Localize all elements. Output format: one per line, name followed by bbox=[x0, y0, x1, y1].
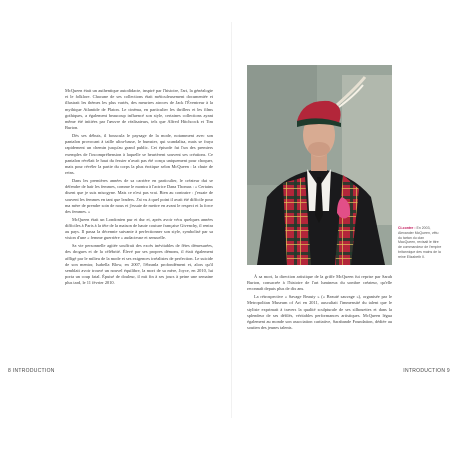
left-page bbox=[10, 18, 232, 438]
portrait-photo bbox=[247, 65, 392, 265]
right-body-text bbox=[247, 274, 392, 333]
page-number-right: INTRODUCTION 9 bbox=[403, 368, 450, 374]
page-number-left: 8 INTRODUCTION bbox=[8, 368, 55, 374]
paragraph: Dans les premières années de sa carrière en particulier, le créateur dut se défendre de haïr les femmes, comme le montra à l'actrice Dana Thomas : « Certains disent que je suis misogyne. Mais ce n'est pas vrai. Bien au contraire : j'essaie de souvent les femmes en tant que leaders. J'ai vu à quel point il avait été difficile pour ma mère de prendre soin de nous et j'essaie de mettre en avant le respect et la force des femmes. » bbox=[65, 178, 213, 215]
caption-text: En 2003, Alexander McQueen, vêtu du tartan du clan MacQueen, revisait le titre de commandeur de l'empire britannique des mains de la reine Elizabeth II. bbox=[398, 226, 442, 259]
right-page bbox=[232, 18, 446, 438]
paragraph: À sa mort, la direction artistique de la griffe McQueen fut reprise par Sarah Burton, consacrée à l'histoire de l'art lumineux du sombre créateur, qu'elle reconnaît depuis plus de dix ans. bbox=[247, 274, 392, 292]
caption-lead: Ci-contre : bbox=[398, 226, 416, 230]
photo-caption bbox=[398, 226, 442, 260]
left-body-text bbox=[65, 88, 213, 288]
paragraph: Sa vie personnelle agitée souffrait des excès inévitables de fêtes démesurées, des drogues et de la célébrité. Élevé par ses propres démons, il était également affligé par le milieu de la mode et ses exigences irréalistes de perfection. Le suicide de son mentor, Isabella Blow, en 2007, l'ébranla profondément et, alors qu'il semblait avoir trouvé un nouvel équilibre, la mort de sa mère, Joyce, en 2010, lui porta un coup fatal. Épuisé de douleur, il mit fin à ses jours à peine une semaine plus tard, le 11 février 2010. bbox=[65, 243, 213, 286]
paragraph: La rétrospective « Savage Beauty » (« Beauté sauvage »), organisée par le Metropolitan Museum of Art en 2011, auscultait l'immensité du talent que le styliste exprimait à travers la qualité sculpturale de ses silhouettes et dans la splendeur de ses défilés, véritables performances artistiques. McQueen légua également au monde son association caritative, Sarabande Foundation, dédiée au soutien des jeunes talents. bbox=[247, 294, 392, 331]
paragraph: Dès ses débuts, il bouscula le paysage de la mode, notamment avec son pantalon provocant à taille ultra-basse, le bumster, qui scandalisa, mais se fraya rapidement un chemin jusqu'au grand public. Cet épisode fut l'un des premiers exemples de l'incompréhension à laquelle se heurtèrent souvent ses créations. Ce pantalon révélait le haut du fessier n'avait pas été conçu uniquement pour choquer, mais pour révéler la partie du corps la plus érotique selon McQueen : la chute de reins. bbox=[65, 133, 213, 176]
portrait-illustration bbox=[247, 65, 392, 265]
paragraph: McQueen était un authentique autodidacte, inspiré par l'histoire, l'art, la généalogie et le folklore. Chacune de ses collections était méticuleusement documentée et illustrait les thèmes les plus variés, des meurtres atroces de Jack l'Éventreur à la mythique Atlantide de Platon. Le cinéma, en particulier les thrillers et les films gothiques, a également beaucoup influencé son style, certaines collections ayant même été initiées par l'œuvre de réalisateurs, tels que Alfred Hitchcock et Tim Burton. bbox=[65, 88, 213, 131]
paragraph: McQueen était un Londonien pur et dur et, après avoir vécu quelques années difficiles à Paris à la tête de la maison de haute couture française Givenchy, il rentra au pays. Il passa la décennie suivante à perfectionner son style, symbolisé par sa vision d'une « femme guerrière » audacieuse et sensuelle. bbox=[65, 216, 213, 241]
